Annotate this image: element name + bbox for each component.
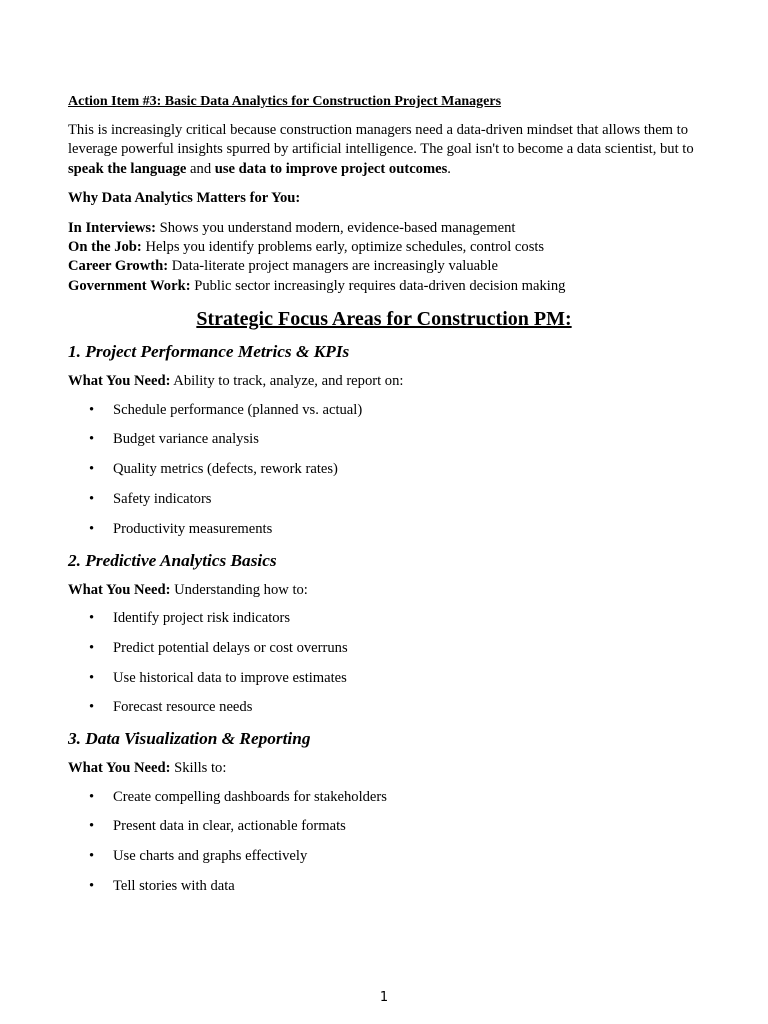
list-item: • Use historical data to improve estimates [68, 669, 700, 688]
intro-text-1: This is increasingly critical because construction managers need a data-driven mindset that allows them to leverage powerful insights spurred by artificial intelligence. The goal isn't to become a data scientist, but to [68, 122, 694, 158]
section-heading-predictive: 2. Predictive Analytics Basics [68, 550, 277, 570]
reason-text: Public sector increasingly requires data-driven decision making [190, 277, 566, 294]
document-page [68, 93, 700, 907]
why-heading: Why Data Analytics Matters for You: [68, 190, 301, 207]
bullet-list-visualization [68, 788, 700, 897]
list-item: • Use charts and graphs effectively [68, 847, 700, 866]
section-need [68, 581, 700, 600]
need-text: Skills to: [170, 760, 227, 777]
list-item: • Productivity measurements [68, 520, 700, 539]
reasons-list [68, 219, 700, 297]
reason-interviews [68, 219, 700, 238]
reason-label: On the Job: [68, 239, 142, 256]
list-item: • Predict potential delays or cost overruns [68, 639, 700, 658]
list-item: • Quality metrics (defects, rework rates) [68, 460, 700, 479]
reason-text: Data-literate project managers are increasingly valuable [168, 258, 498, 275]
section-need [68, 372, 700, 391]
list-item: • Schedule performance (planned vs. actual) [68, 401, 700, 420]
reason-text: Helps you identify problems early, optimize schedules, control costs [141, 239, 545, 256]
action-item-title: Action Item #3: Basic Data Analytics for Construction Project Managers [68, 94, 502, 109]
reason-label: Career Growth: [68, 258, 169, 275]
reason-on-the-job [68, 238, 700, 257]
need-label: What You Need: [68, 373, 171, 390]
focus-areas-heading: Strategic Focus Areas for Construction PM: [196, 308, 572, 331]
intro-paragraph [68, 121, 700, 179]
reason-text: Shows you understand modern, evidence-based management [155, 219, 516, 236]
list-item: • Tell stories with data [68, 877, 700, 896]
need-text: Understanding how to: [170, 581, 308, 598]
need-text: Ability to track, analyze, and report on: [170, 373, 404, 390]
intro-text-3: . [447, 160, 451, 177]
list-item: • Safety indicators [68, 490, 700, 509]
intro-bold-2: use data to improve project outcomes [214, 160, 448, 177]
bullet-list-predictive [68, 609, 700, 718]
bullet-list-kpis [68, 401, 700, 540]
list-item: • Forecast resource needs [68, 698, 700, 717]
section-heading-visualization: 3. Data Visualization & Reporting [68, 729, 311, 749]
list-item: • Create compelling dashboards for stakeholders [68, 788, 700, 807]
section-need [68, 759, 700, 778]
list-item: • Identify project risk indicators [68, 609, 700, 628]
reason-label: In Interviews: [68, 219, 156, 236]
reason-government-work [68, 277, 700, 296]
reason-label: Government Work: [68, 277, 191, 294]
intro-bold-1: speak the language [68, 160, 187, 177]
section-heading-kpis: 1. Project Performance Metrics & KPIs [68, 342, 350, 362]
need-label: What You Need: [68, 581, 171, 598]
list-item: • Budget variance analysis [68, 430, 700, 449]
need-label: What You Need: [68, 760, 171, 777]
intro-text-2: and [186, 160, 215, 177]
reason-career-growth [68, 257, 700, 276]
page-number: 1 [379, 990, 389, 1005]
list-item: • Present data in clear, actionable formats [68, 817, 700, 836]
